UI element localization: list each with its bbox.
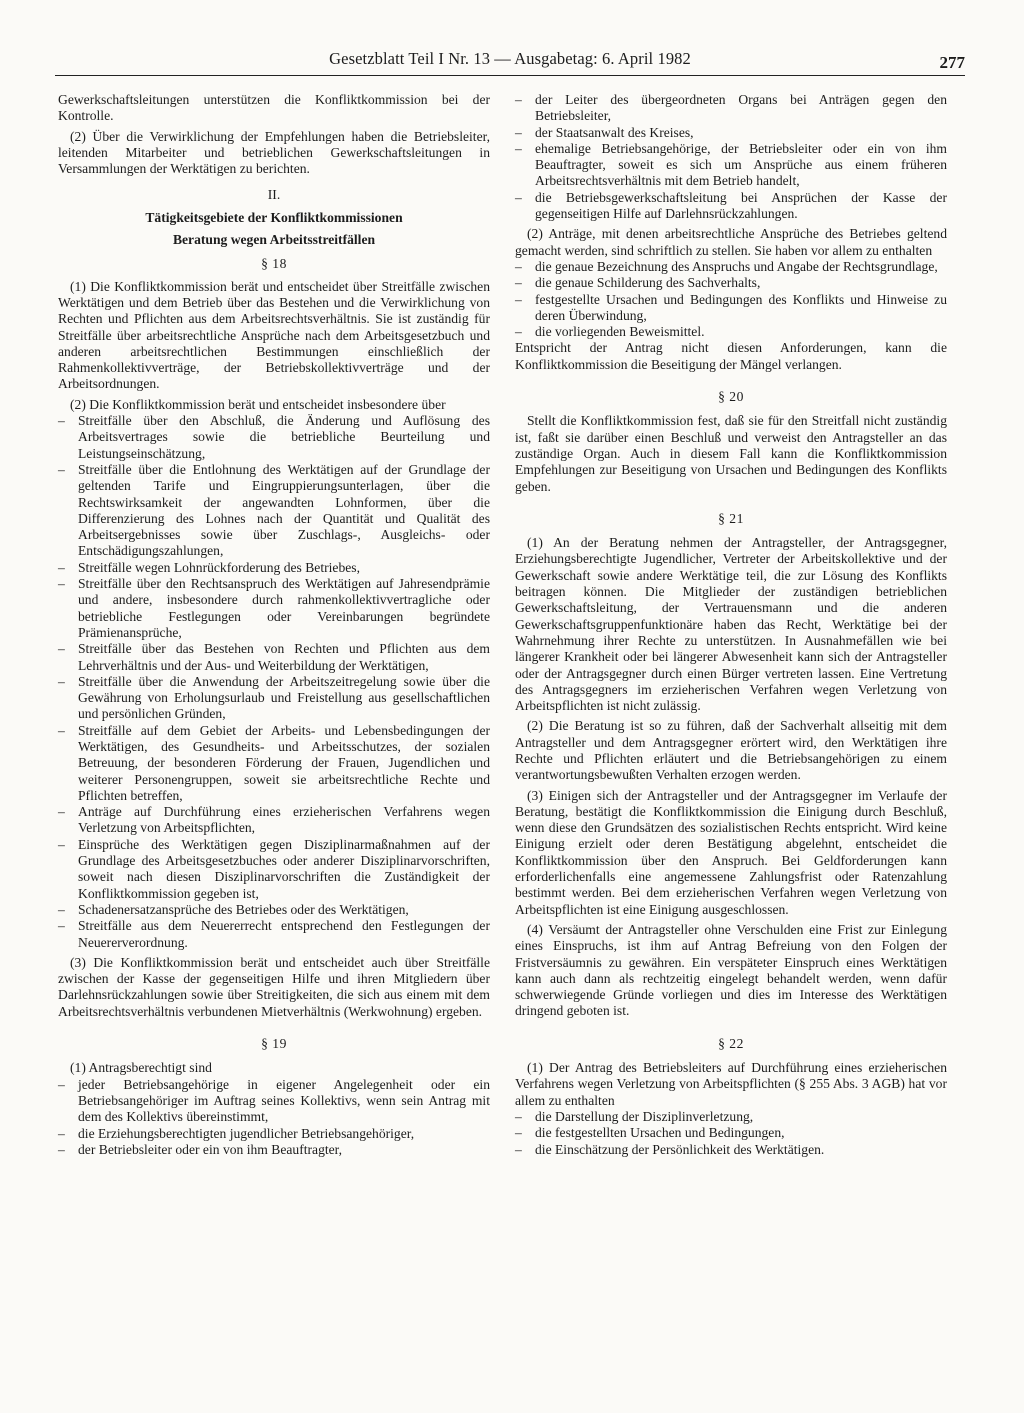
s18-subsection-2: (2) Die Konfliktkommission berät und entscheidet insbesondere über <box>70 396 446 412</box>
list-item: – Streitfälle über das Bestehen von Rechten und Pflichten aus dem Lehrverhältnis und der Aus- und Weiterbildung der Werktätigen, <box>58 641 490 674</box>
s19-1-list-continued <box>515 92 947 222</box>
s19-1-list <box>58 1077 490 1158</box>
s22-subsection-1: (1) Der Antrag des Betriebsleiters auf Durchführung eines erzieherischen Verfahrens wegen Verletzung von Arbeitspflichten (§ 255 Abs. 3 AGB) hat vor allem zu enthalten <box>515 1060 947 1108</box>
s21-subsection-2: (2) Die Beratung ist so zu führen, daß der Sachverhalt allseitig mit dem Antragsteller und dem Antragsgegner erörtert wird, den Werktätigen ihre Rechte und Pflichten erläutert und die Betriebsangehörigen zu einem verantwortungsbewußten Verhalten erzogen werden. <box>515 718 947 783</box>
list-item: – Streitfälle aus dem Neuererrecht entsprechend den Festlegungen der Neuererverordnung. <box>58 918 490 951</box>
paragraph-sign-21: § 21 <box>718 510 744 526</box>
list-item: – die Einschätzung der Persönlichkeit des Werktätigen. <box>515 1142 947 1158</box>
s21-subsection-1: (1) An der Beratung nehmen der Antragsteller, der Antragsgegner, Erziehungsberechtigte Jugendlicher, Vertreter der Arbeitskollektive und der Gewerkschaft sowie andere Werktätige teil, die zur Lösung des Konflikts beitragen können. Die Mitglieder der zuständigen betrieblichen Gewerkschaftsleitung, der Vertrauensmann und die anderen Gewerkschaftsgruppenfunktionäre haben das Recht, Werktätige bei der Wahrnehmung ihrer Rechte zu unterstützen. In Ausnahmefällen wie bei längerer Krankheit oder bei längerer Abwesenheit kann sich der Antragsteller oder der Antragsgegner durch einen Bürger vertreten lassen. Eine Vertretung des Antragsgegners im erzieherischen Verfahren wegen Verletzung von Arbeitspflichten ist nicht zulässig. <box>515 535 947 714</box>
list-item: – Streitfälle über die Entlohnung des Werktätigen auf der Grundlage der geltenden Tarife und Eingruppierungsunterlagen, über die Rechtswirksamkeit der angewandten Lohnformen, über die Differenzierung des Lohnes nach der Quantität und Qualität des Arbeitsergebnisses sowie über Zuschlags-, Ausgleichs- oder Entschädigungszahlungen, <box>58 462 490 560</box>
paragraph-sign-19: § 19 <box>261 1036 287 1052</box>
paragraph-sign-22: § 22 <box>718 1035 744 1051</box>
list-item: – Streitfälle über den Abschluß, die Änderung und Auflösung des Arbeitsvertrages sowie die betriebliche Beurteilung und Leistungseinschätzung, <box>58 413 490 462</box>
paragraph-2: (2) Über die Verwirklichung der Empfehlungen haben die Betriebsleiter, leitenden Mitarbeiter und betrieblichen Gewerkschaftsleitungen in Versammlungen der Werktätigen zu berichten. <box>58 128 490 177</box>
part-heading: Tätigkeitsgebiete der Konfliktkommissionen <box>145 209 403 225</box>
s19-subsection-2: (2) Anträge, mit denen arbeitsrechtliche Ansprüche des Betriebes geltend gemacht werden, sind schriftlich zu stellen. Sie haben vor allem zu enthalten <box>515 226 947 258</box>
list-item: – festgestellte Ursachen und Bedingungen des Konflikts und Hinweise zu deren Überwindung, <box>515 292 947 325</box>
list-item: – der Leiter des übergeordneten Organs bei Anträgen gegen den Betriebsleiter, <box>515 92 947 125</box>
s18-subsection-1: (1) Die Konfliktkommission berät und entscheidet über Streitfälle zwischen Werktätigen und dem Betrieb über das Bestehen und die Verwirklichung von Rechten und Pflichten aus dem Arbeitsrechtsverhältnis. Sie ist zuständig für Streitfälle über arbeitsrechtliche Ansprüche nach dem Arbeitsgesetzbuch und anderen arbeitsrechtlichen Bestimmungen einschließlich der Rahmenkollektivverträge, der Betriebskollektivverträge und der Arbeitsordnungen. <box>58 278 490 392</box>
left-column <box>58 92 490 1158</box>
list-item: – Streitfälle wegen Lohnrückforderung des Betriebes, <box>58 560 490 576</box>
s19-2-list <box>515 259 947 340</box>
s20-text: Stellt die Konfliktkommission fest, daß sie für den Streitfall nicht zuständig ist, faßt sie darüber einen Beschluß und verweist den Antragsteller an das zuständige Organ. Auch in diesem Fall kann die Konfliktkommission Empfehlungen zur Beseitigung von Ursachen und Bedingungen des Konflikts geben. <box>515 413 947 494</box>
right-column <box>515 92 947 1158</box>
list-item: – der Betriebsleiter oder ein von ihm Beauftragter, <box>58 1142 490 1158</box>
list-item: – die Betriebsgewerkschaftsleitung bei Ansprüchen der Kasse der gegenseitigen Hilfe auf Darlehnsrückzahlungen. <box>515 190 947 223</box>
list-item: – die Darstellung der Disziplinverletzung, <box>515 1109 947 1125</box>
list-item: – die genaue Schilderung des Sachverhalts, <box>515 275 947 291</box>
s21-subsection-3: (3) Einigen sich der Antragsteller und der Antragsgegner im Verlaufe der Beratung, bestätigt die Konfliktkommission die Einigung durch Beschluß, wenn diese den Grundsätzen des sozialistischen Rechts entspricht. Wird keine Einigung erzielt oder deren Bestätigung abgelehnt, entscheidet die Konfliktkommission über den Anspruch. Bei Geldforderungen kann erforderlichenfalls eine angemessene Zahlungsfrist oder Ratenzahlung bestimmt werden. Bei dem erzieherischen Verfahren wegen Verletzung von Arbeitspflichten ist eine Einigung ausgeschlossen. <box>515 787 947 917</box>
list-item: – der Staatsanwalt des Kreises, <box>515 125 947 141</box>
list-item: – jeder Betriebsangehörige in eigener Angelegenheit oder ein Betriebsangehöriger im Auftrag seines Kollektivs, wenn sein Antrag mit dem des Kollektivs übereinstimmt, <box>58 1077 490 1126</box>
list-item: – ehemalige Betriebsangehörige, der Betriebsleiter oder ein von ihm Beauftragter, soweit es sich um Ansprüche aus einem früheren Arbeitsrechtsverhältnis mit dem Betrieb handelt, <box>515 141 947 190</box>
list-item: – Einsprüche des Werktätigen gegen Disziplinarmaßnahmen auf der Grundlage des Arbeitsgesetzbuches oder anderer Disziplinarvorschriften, soweit nach diesen Disziplinarvorschriften die Zuständigkeit der Konfliktkommission gegeben ist, <box>58 837 490 902</box>
list-item: – die genaue Bezeichnung des Anspruchs und Angabe der Rechtsgrundlage, <box>515 259 947 275</box>
list-item: – Schadenersatzansprüche des Betriebes oder des Werktätigen, <box>58 902 490 918</box>
paragraph-sign-20: § 20 <box>718 389 744 405</box>
header-title: Gesetzblatt Teil I Nr. 13 — Ausgabetag: 6. April 1982 <box>329 49 691 68</box>
s18-subsection-3: (3) Die Konfliktkommission berät und entscheidet auch über Streitfälle zwischen der Kasse der gegenseitigen Hilfe und ihren Mitgliedern über Darlehnsrückzahlungen sowie über Streitigkeiten, die sich aus einem mit dem Arbeitsrechtsverhältnis verbundenen Mietverhältnis (Werkwohnung) ergeben. <box>58 954 490 1019</box>
part-roman-numeral: II. <box>267 187 281 203</box>
page-header <box>55 47 965 76</box>
paragraph-continued: Gewerkschaftsleitungen unterstützen die Konfliktkommission bei der Kontrolle. <box>58 92 490 124</box>
page-number: 277 <box>939 53 965 72</box>
list-item: – Anträge auf Durchführung eines erzieherischen Verfahrens wegen Verletzung von Arbeitspflichten, <box>58 804 490 837</box>
s19-2-closing: Entspricht der Antrag nicht diesen Anforderungen, kann die Konfliktkommission die Beseitigung der Mängel verlangen. <box>515 340 947 372</box>
list-item: – die vorliegenden Beweismittel. <box>515 324 947 340</box>
paragraph-sign-18: § 18 <box>261 256 287 272</box>
s18-2-list <box>58 413 490 951</box>
list-item: – die Erziehungsberechtigten jugendlicher Betriebsangehöriger, <box>58 1126 490 1142</box>
list-item: – Streitfälle auf dem Gebiet der Arbeits- und Lebensbedingungen der Werktätigen, des Gesundheits- und Arbeitsschutzes, der sozialen Betreuung, der besonderen Förderung der Frauen, Jugendlichen und weiterer Personengruppen, soweit sie arbeitsrechtliche Rechte und Pflichten betreffen, <box>58 723 490 804</box>
s19-subsection-1: (1) Antragsberechtigt sind <box>70 1060 212 1076</box>
s21-subsection-4: (4) Versäumt der Antragsteller ohne Verschulden eine Frist zur Einlegung eines Einspruchs, ist ihm auf Antrag Befreiung von den Folgen der Fristversäumnis zu gewähren. Ein verspäteter Einspruch eines Werktätigen kann auch dann als rechtzeitig eingelegt behandelt werden, wenn dafür schwerwiegende Gründe vorliegen und dies im Interesse des Werktätigen dringend geboten ist. <box>515 921 947 1019</box>
list-item: – Streitfälle über den Rechtsanspruch des Werktätigen auf Jahresendprämie und andere, insbesondere durch rahmenkollektivvertragliche oder betriebliche Festlegungen oder Vereinbarungen begründete Prämienansprüche, <box>58 576 490 641</box>
s22-1-list <box>515 1109 947 1158</box>
list-item: – Streitfälle über die Anwendung der Arbeitszeitregelung sowie über die Gewährung von Erholungsurlaub und Freistellung aus gesellschaftlichen und persönlichen Gründen, <box>58 674 490 723</box>
section-heading: Beratung wegen Arbeitsstreitfällen <box>172 232 376 248</box>
list-item: – die festgestellten Ursachen und Bedingungen, <box>515 1125 947 1141</box>
